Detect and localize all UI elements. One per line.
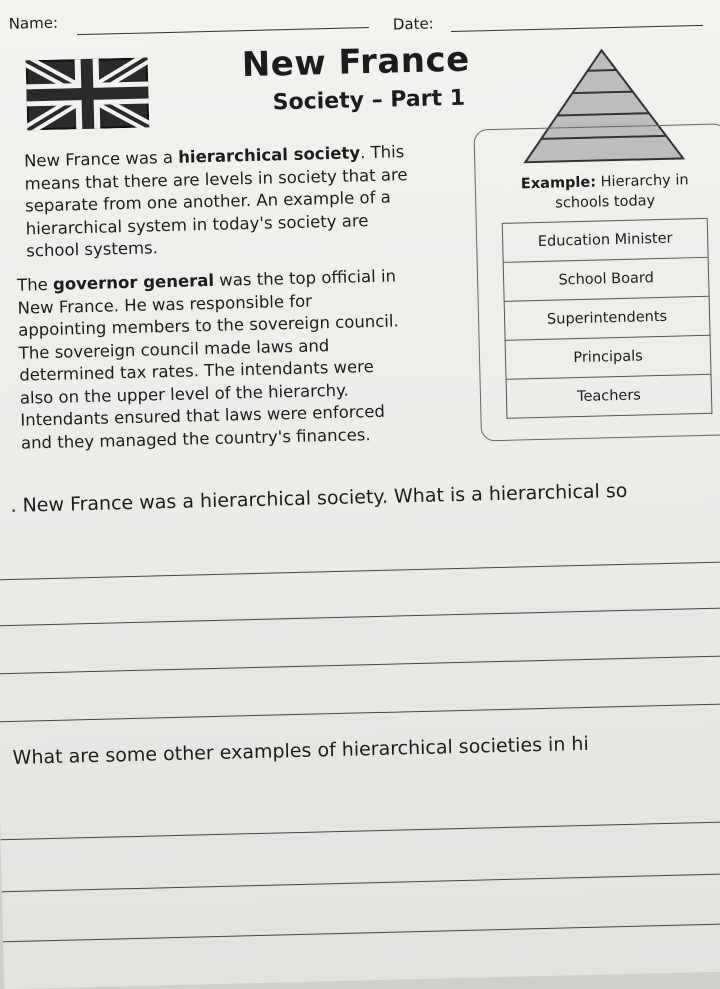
page-title: New France <box>241 39 471 86</box>
answer-line[interactable] <box>0 654 720 675</box>
answer-line[interactable] <box>2 872 720 893</box>
answer-line[interactable] <box>1 820 720 841</box>
name-label: Name: <box>8 13 59 33</box>
school-hierarchy-table <box>502 218 713 419</box>
date-line <box>451 24 703 32</box>
hierarchy-level: Education Minister <box>502 218 709 263</box>
intro-paragraph: New France was a hierarchical society. This means that there are levels in society that are separate from one another. An example of a hierarchical system in today's society are school systems. <box>23 142 408 261</box>
date-label: Date: <box>392 14 434 34</box>
bold-term-governor-general: governor general <box>52 270 215 294</box>
hierarchy-level: School Board <box>503 258 710 302</box>
governor-paragraph: The governor general was the top official in New France. He was responsible for appointing members to the sovereign council. The sovereign council made laws and determined tax rates. The intendants were also on the upper level of the hierarchy. Intendants ensured that laws were enforced and they managed the country's finances. <box>16 266 399 453</box>
answer-line[interactable] <box>0 606 720 627</box>
hierarchy-level: Teachers <box>506 375 713 419</box>
question-1: . New France was a hierarchical society. What is a hierarchical so <box>10 479 628 517</box>
question-2: What are some other examples of hierarchical societies in hi <box>12 732 589 769</box>
hierarchy-level: Superintendents <box>504 297 711 341</box>
hierarchy-level: Principals <box>505 336 712 380</box>
name-line <box>77 26 369 35</box>
page-subtitle: Society – Part 1 <box>272 85 466 116</box>
answer-line[interactable] <box>0 702 720 723</box>
bold-term-hierarchical-society: hierarchical society <box>177 143 361 167</box>
example-caption: Example: Hierarchy in schools today <box>520 172 689 212</box>
union-jack-icon <box>26 57 150 130</box>
answer-line[interactable] <box>0 560 720 581</box>
answer-line[interactable] <box>3 922 720 943</box>
